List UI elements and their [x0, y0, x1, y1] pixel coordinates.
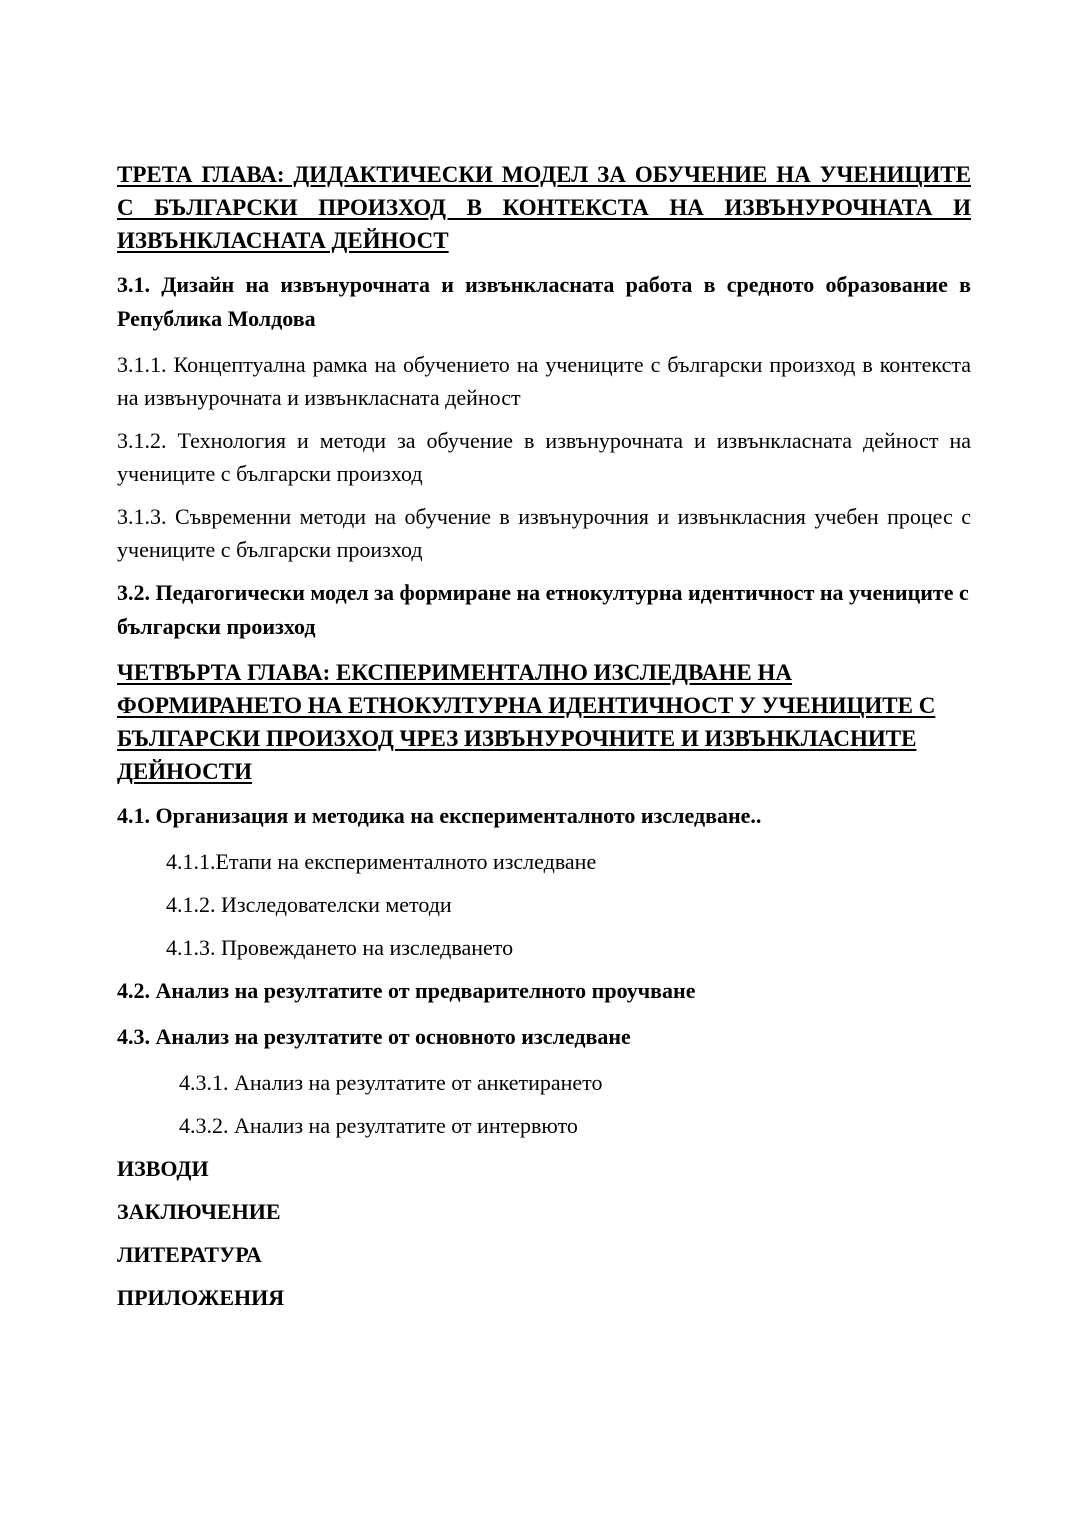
subsection-4-3-2: 4.3.2. Анализ на резултатите от интервюто: [179, 1113, 578, 1138]
subsection-4-1-3: 4.1.3. Провеждането на изследването: [166, 935, 514, 960]
closing-heading: ЗАКЛЮЧЕНИЕ: [117, 1199, 281, 1224]
section-3-1-heading: 3.1. Дизайн на извънурочната и извънкласната работа в средното образование в Република Молдова: [117, 272, 971, 331]
chapter-4-title: ЧЕТВЪРТА ГЛАВА: ЕКСПЕРИМЕНТАЛНО ИЗСЛЕДВАНЕ НА ФОРМИРАНЕТО НА ЕТНОКУЛТУРНА ИДЕНТИЧНОСТ У УЧЕНИЦИТЕ С БЪЛГАРСКИ ПРОИЗХОД ЧРЕЗ ИЗВЪНУРОЧНИТЕ И ИЗВЪНКЛАСНИТЕ ДЕЙНОСТИ: [117, 660, 936, 784]
chapter-3-title: ТРЕТА ГЛАВА: ДИДАКТИЧЕСКИ МОДЕЛ ЗА ОБУЧЕНИЕ НА УЧЕНИЦИТЕ С БЪЛГАРСКИ ПРОИЗХОД В КОНТЕКСТА НА ИЗВЪНУРОЧНАТА И ИЗВЪНКЛАСНАТА ДЕЙНОСТ: [117, 162, 971, 253]
section-4-2-heading: 4.2. Анализ на резултатите от предварителното проучване: [117, 978, 696, 1003]
appendices-heading: ПРИЛОЖЕНИЯ: [117, 1285, 285, 1310]
subsection-3-1-3: 3.1.3. Съвременни методи на обучение в извънурочния и извънкласния учебен процес с учениците с български произход: [117, 504, 971, 562]
subsection-4-1-2: 4.1.2. Изследователски методи: [166, 892, 452, 917]
document-page: [117, 158, 971, 1324]
subsection-4-1-1: 4.1.1.Етапи на експерименталното изследване: [166, 849, 597, 874]
section-3-2-heading: 3.2. Педагогически модел за формиране на етнокултурна идентичност на учениците с български произход: [117, 580, 969, 639]
references-heading: ЛИТЕРАТУРА: [117, 1242, 262, 1267]
subsection-4-3-1: 4.3.1. Анализ на резултатите от анкетирането: [179, 1070, 603, 1095]
subsection-3-1-1: 3.1.1. Концептуална рамка на обучението на учениците с български произход в контекста на извънурочната и извънкласната дейност: [117, 352, 971, 410]
conclusions-heading: ИЗВОДИ: [117, 1156, 209, 1181]
section-4-3-heading: 4.3. Анализ на резултатите от основното изследване: [117, 1024, 631, 1049]
subsection-3-1-2: 3.1.2. Технология и методи за обучение в извънурочната и извънкласната дейност на учениците с български произход: [117, 428, 971, 486]
section-4-1-heading: 4.1. Организация и методика на експерименталното изследване..: [117, 803, 762, 828]
